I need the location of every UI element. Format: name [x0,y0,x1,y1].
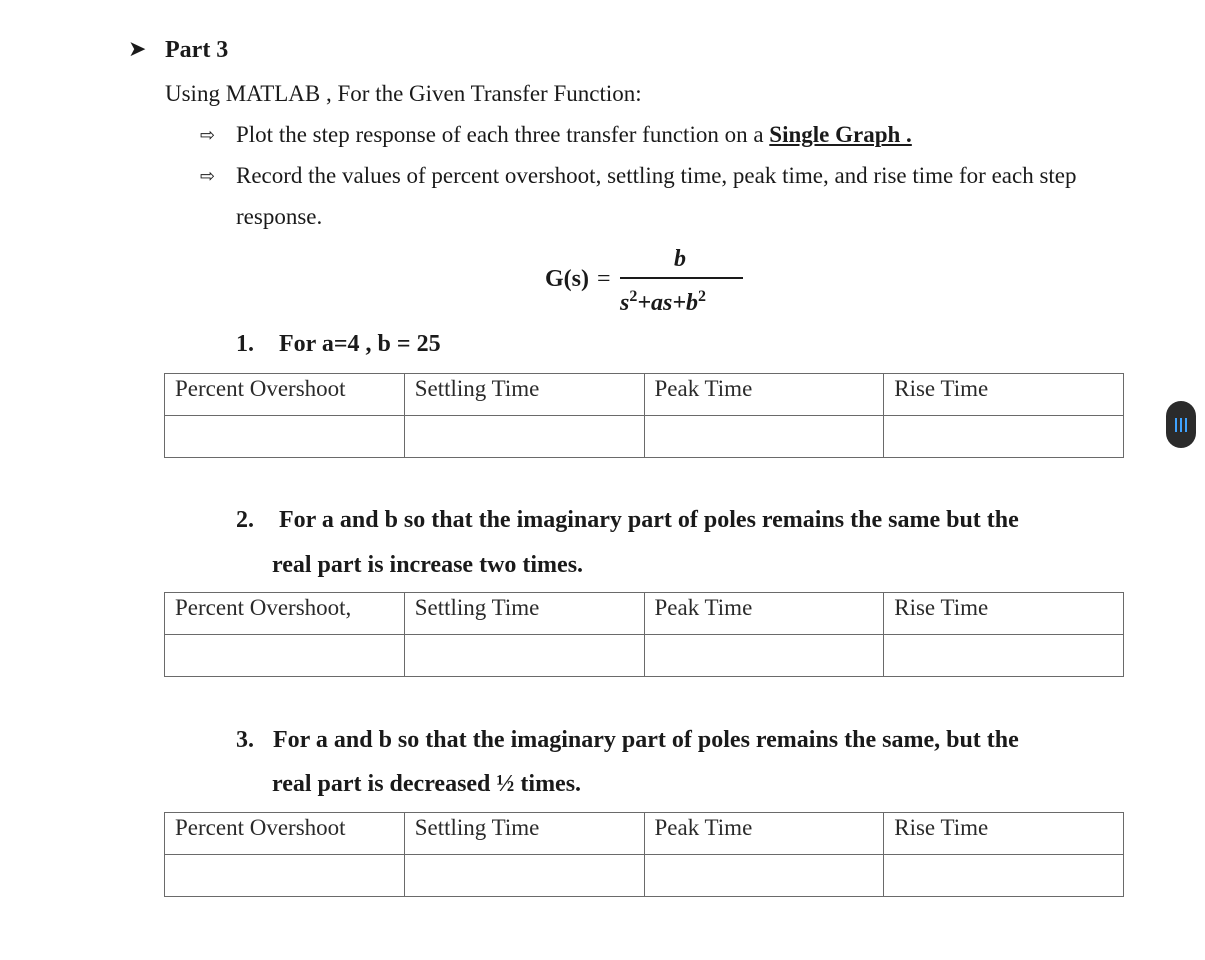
header-settling-time: Settling Time [404,813,644,855]
table-header-row [165,593,1124,635]
header-peak-time: Peak Time [644,813,884,855]
formula-equals: = [597,266,611,292]
results-table-1 [164,373,1124,458]
bullet-arrow-icon: ➤ [128,37,147,62]
results-table-3 [164,812,1124,897]
value-settling-time[interactable] [404,855,644,897]
results-table-2 [164,592,1124,677]
table-value-row [165,855,1124,897]
header-percent-overshoot: Percent Overshoot [165,813,405,855]
value-settling-time[interactable] [404,635,644,677]
header-rise-time: Rise Time [884,813,1124,855]
question-number: 2. [236,507,254,533]
question-3-title-line2: real part is decreased ½ times. [272,771,582,797]
table-header-row [165,813,1124,855]
header-settling-time: Settling Time [404,593,644,635]
value-peak-time[interactable] [644,635,884,677]
question-2-title-line1: For a and b so that the imaginary part of poles remains the same but the [279,507,1019,533]
hollow-arrow-icon: ⇨ [200,166,216,187]
question-2-title-line2: real part is increase two times. [272,552,584,578]
formula-lhs: G(s) [545,266,589,292]
header-rise-time: Rise Time [884,593,1124,635]
menu-lines-icon [1175,418,1187,432]
header-percent-overshoot: Percent Overshoot, [165,593,405,635]
table-value-row [165,416,1124,458]
value-percent-overshoot[interactable] [165,416,405,458]
bullet-plot-step-text: Plot the step response of each three transfer function on a [236,122,770,147]
table-header-row [165,374,1124,416]
question-number: 3. [236,727,254,753]
formula-numerator: b [674,246,686,272]
value-rise-time[interactable] [884,416,1124,458]
question-3-title-line1: For a and b so that the imaginary part of poles remains the same, but the [273,727,1019,753]
value-peak-time[interactable] [644,416,884,458]
bullet-plot-step [236,119,912,151]
value-percent-overshoot[interactable] [165,635,405,677]
bullet-record-line1: Record the values of percent overshoot, settling time, peak time, and rise time for each step [236,163,1077,188]
question-number: 1. [236,331,254,357]
value-peak-time[interactable] [644,855,884,897]
intro-text: Using MATLAB , For the Given Transfer Function: [165,81,642,106]
formula-denominator: $s^2+as+b^2$ [620,288,707,316]
header-settling-time: Settling Time [404,374,644,416]
header-peak-time: Peak Time [644,593,884,635]
single-graph-emphasis: Single Graph . [769,122,912,147]
header-percent-overshoot: Percent Overshoot [165,374,405,416]
value-percent-overshoot[interactable] [165,855,405,897]
header-rise-time: Rise Time [884,374,1124,416]
hollow-arrow-icon: ⇨ [200,125,216,146]
table-value-row [165,635,1124,677]
scroll-handle[interactable] [1166,401,1196,448]
bullet-record-line2: response. [236,204,323,229]
part-title: Part 3 [165,37,229,63]
fraction-bar [620,277,743,279]
value-rise-time[interactable] [884,635,1124,677]
value-rise-time[interactable] [884,855,1124,897]
value-settling-time[interactable] [404,416,644,458]
question-1-title: For a=4 , b = 25 [279,331,441,357]
header-peak-time: Peak Time [644,374,884,416]
